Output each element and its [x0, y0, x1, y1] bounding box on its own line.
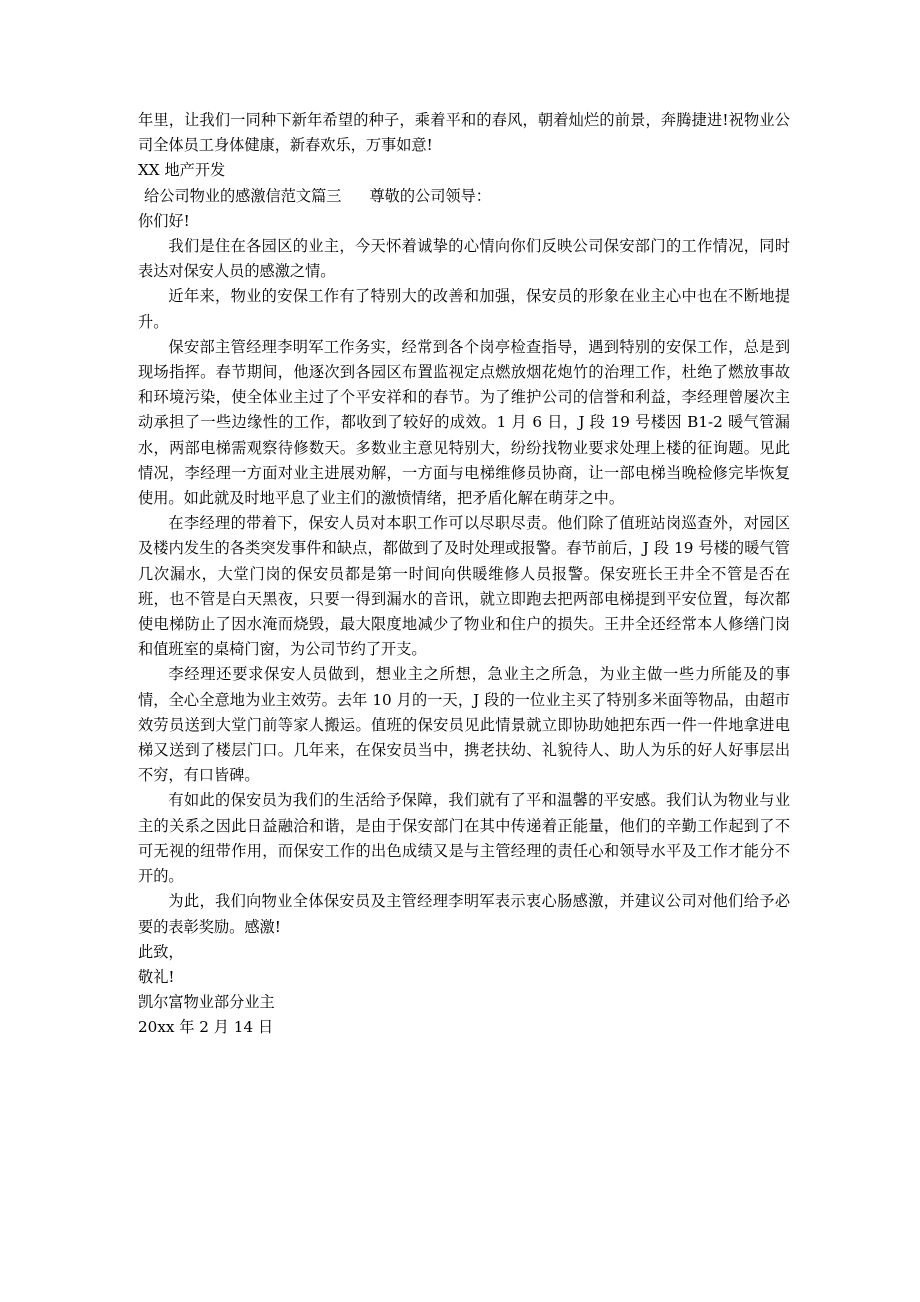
body-paragraph: 我们是住在各园区的业主，今天怀着诚挚的心情向你们反映公司保安部门的工作情况，同时表达对保安人员的感激之情。: [138, 237, 790, 281]
section-title: 给公司物业的感激信范文篇三: [144, 186, 342, 205]
document-page: [138, 108, 790, 1041]
body-paragraph: 李经理还要求保安人员做到，想业主之所想，急业主之所急，为业主做一些力所能及的事情，全心全意地为业主效劳。去年 10 月的一天，J 段的一位业主买了特别多米面等物品，由超市效劳员送到大堂门前等家人搬运。值班的保安员见此情景就立即协助她把东西一件一件地拿进电梯又送到了楼层门口。几年来，在保安员当中，携老扶幼、礼貌待人、助人为乐的好人好事层出不穷，有口皆碑。: [138, 665, 790, 785]
greeting: 你们好!: [138, 211, 190, 230]
body-paragraph: 保安部主管经理李明军工作务实，经常到各个岗亭检查指导，遇到特别的安保工作，总是到现场指挥。春节期间，他逐次到各园区布置监视定点燃放烟花炮竹的治理工作，杜绝了燃放事故和环境污染，使全体业主过了个平安祥和的春节。为了维护公司的信誉和利益，李经理曾屡次主动承担了一些边缘性的工作，都收到了较好的成效。1 月 6 日，J 段 19 号楼因 B1-2 暖气管漏水，两部电梯需观察待修数天。多数业主意见特别大，纷纷找物业要求处理上楼的征询题。见此情况，李经理一方面对业主进展劝解，一方面与电梯维修员协商，让一部电梯当晚检修完毕恢复使用。如此就及时地平息了业主们的激愤情绪，把矛盾化解在萌芽之中。: [138, 337, 790, 508]
body-paragraph: 为此，我们向物业全体保安员及主管经理李明军表示衷心肠感激，并建议公司对他们给予必要的表彰奖励。感激!: [138, 892, 790, 936]
salutation: 尊敬的公司领导：: [369, 186, 491, 205]
opening-paragraph: 年里，让我们一同种下新年希望的种子，乘着平和的春风，朝着灿烂的前景，奔腾捷进!祝物业公司全体员工身体健康，新春欢乐，万事如意!: [138, 111, 790, 155]
closing-line-2: 敬礼!: [138, 967, 175, 986]
section-heading-line: [138, 184, 790, 209]
first-signature: XX 地产开发: [138, 161, 226, 180]
body-paragraph: 在李经理的带着下，保安人员对本职工作可以尽职尽责。他们除了值班站岗巡查外，对园区及楼内发生的各类突发事件和缺点，都做到了及时处理或报警。春节前后，J 段 19 号楼的暖气管几次漏水，大堂门岗的保安员都是第一时间向供暖维修人员报警。保安班长王井全不管是否在班，也不管是白天黑夜，只要一得到漏水的音讯，就立即跑去把两部电梯提到平安位置，每次都使电梯防止了因水淹而烧毁，最大限度地减少了物业和住户的损失。王井全还经常本人修缮门岗和值班室的桌椅门窗，为公司节约了开支。: [138, 514, 790, 659]
signer: 凯尔富物业部分业主: [138, 993, 275, 1012]
date: 20xx 年 2 月 14 日: [138, 1018, 274, 1037]
body-paragraph: 有如此的保安员为我们的生活给予保障，我们就有了平和温馨的平安感。我们认为物业与业主的关系之因此日益融洽和谐，是由于保安部门在其中传递着正能量，他们的辛勤工作起到了不可无视的纽带作用，而保安工作的出色成绩又是与主管经理的责任心和领导水平及工作才能分不开的。: [138, 791, 790, 886]
body-paragraph: 近年来，物业的安保工作有了特别大的改善和加强，保安员的形象在业主心中也在不断地提升。: [138, 287, 790, 331]
closing-line-1: 此致，: [138, 942, 184, 961]
